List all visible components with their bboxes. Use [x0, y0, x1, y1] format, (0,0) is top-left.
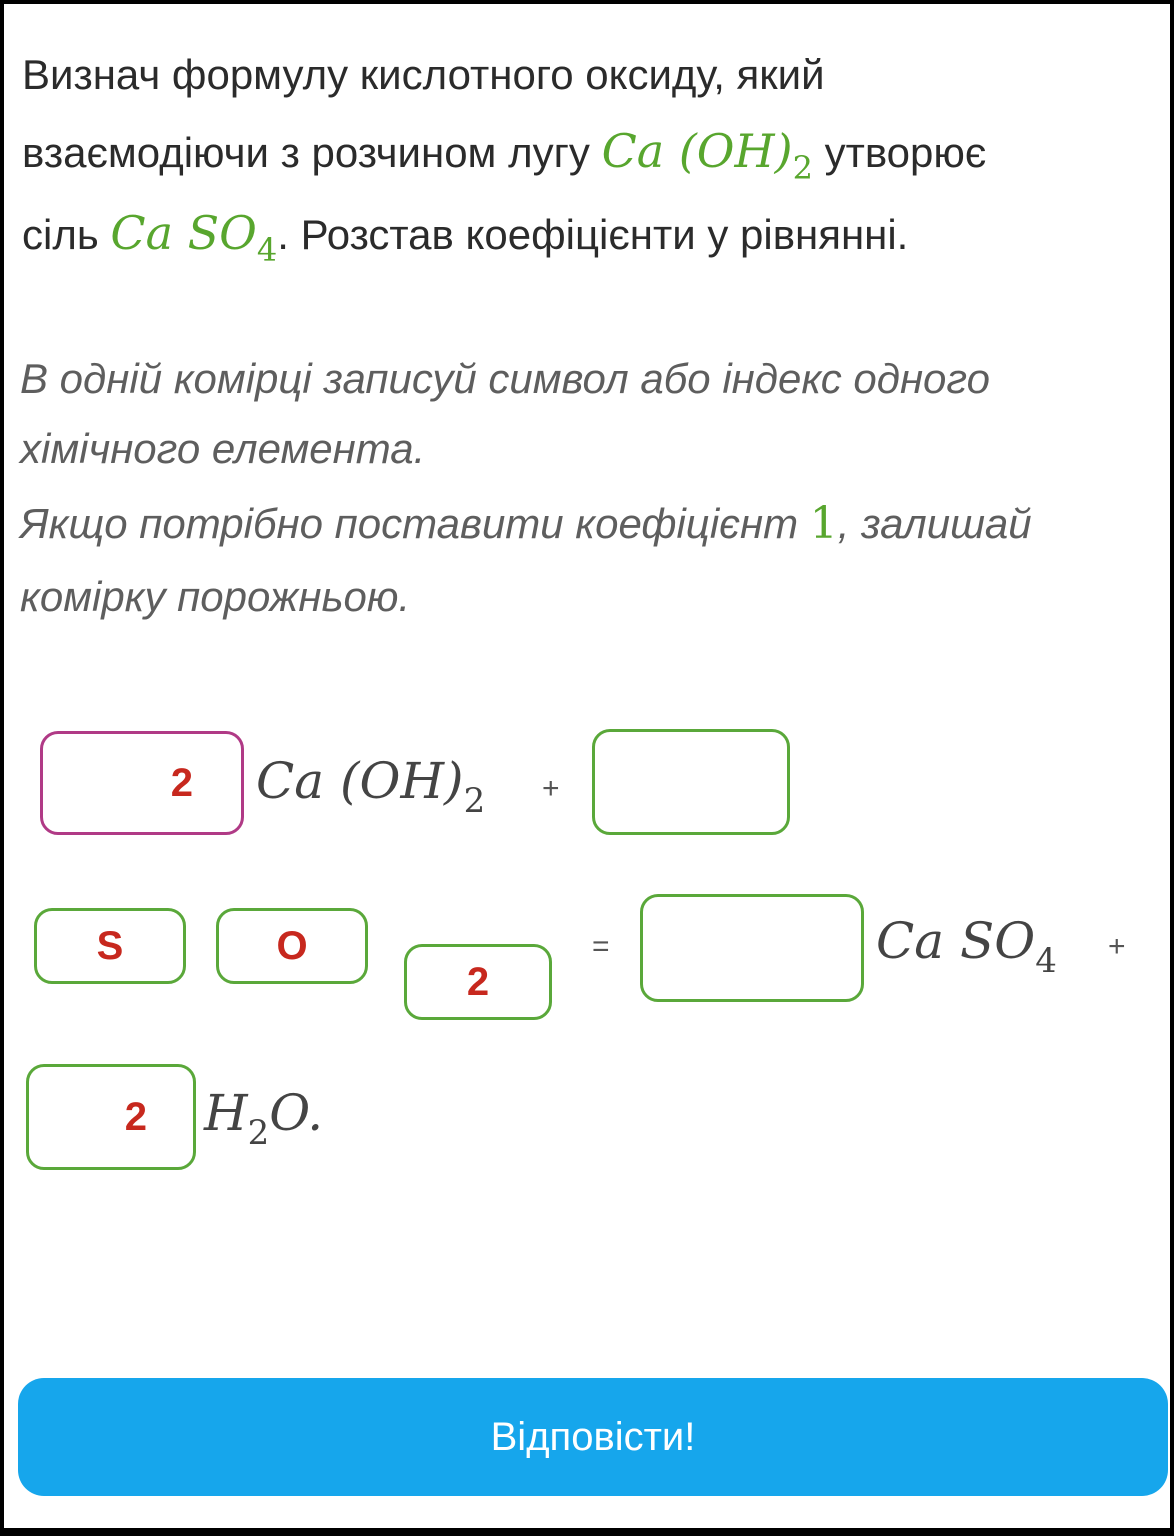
h2o-formula-pre: H	[204, 1084, 248, 1142]
coef-caso4-input[interactable]	[640, 894, 864, 1002]
hint-coefficient-one: 1	[809, 498, 838, 549]
plus-sign-1: +	[542, 772, 560, 805]
plus-sign-2: +	[1108, 930, 1126, 963]
question-line-2-text: взаємодіючи з розчином лугу	[22, 129, 590, 176]
salt-formula	[110, 206, 278, 269]
hint-line-2: хімічного елемента.	[20, 425, 426, 472]
question-line-3-end: . Розстав коефіцієнти у рівнянні.	[277, 211, 909, 258]
coef-h2o-input[interactable]: 2	[26, 1064, 196, 1170]
salt-formula-sub: 4	[256, 231, 278, 269]
hint-line-1: В одній комірці записуй символ або індекс одного	[20, 355, 991, 402]
oxide-symbol-1-input[interactable]: S	[34, 908, 186, 984]
hint-line-3-after: , залишай	[837, 500, 1032, 547]
caoh2-formula-base: Ca (OH)	[256, 752, 464, 810]
caso4-formula-sub: 4	[1035, 941, 1057, 981]
hint-line-3-before: Якщо потрібно поставити коефіцієнт	[20, 500, 799, 547]
h2o-formula-sub: 2	[247, 1113, 270, 1153]
oxide-symbol-2-input[interactable]: O	[216, 908, 368, 984]
task-panel	[4, 4, 1170, 1528]
caoh2-formula-sub: 2	[463, 781, 486, 821]
question-line-3	[22, 206, 909, 269]
question-line-2-end: утворює	[824, 129, 987, 176]
question-line-1	[22, 51, 825, 98]
caso4-formula-base: Ca SO	[876, 912, 1036, 970]
salt-formula-base: Ca SO	[110, 206, 257, 260]
caso4-formula	[876, 912, 1057, 981]
hint-line-3	[20, 498, 1032, 549]
coef-oxide-input[interactable]	[592, 729, 790, 835]
h2o-formula-post: O.	[269, 1084, 324, 1142]
h2o-formula	[204, 1084, 324, 1153]
question-line-2	[22, 124, 987, 187]
caoh2-formula	[256, 752, 486, 821]
coef-caoh2-input[interactable]: 2	[40, 731, 244, 835]
equals-sign: =	[592, 930, 610, 963]
alkali-formula-sub: 2	[792, 149, 813, 187]
answer-button-label: Відповісти!	[490, 1414, 696, 1459]
alkali-formula-base: Ca (OH)	[601, 124, 793, 178]
alkali-formula	[601, 124, 813, 187]
answer-button[interactable]	[18, 1378, 1168, 1496]
question-line-1-text: Визнач формулу кислотного оксиду, який	[22, 51, 825, 98]
question-line-3-text: сіль	[22, 211, 99, 258]
hint-line-4: комірку порожньою.	[20, 573, 411, 620]
oxide-index-input[interactable]: 2	[404, 944, 552, 1020]
